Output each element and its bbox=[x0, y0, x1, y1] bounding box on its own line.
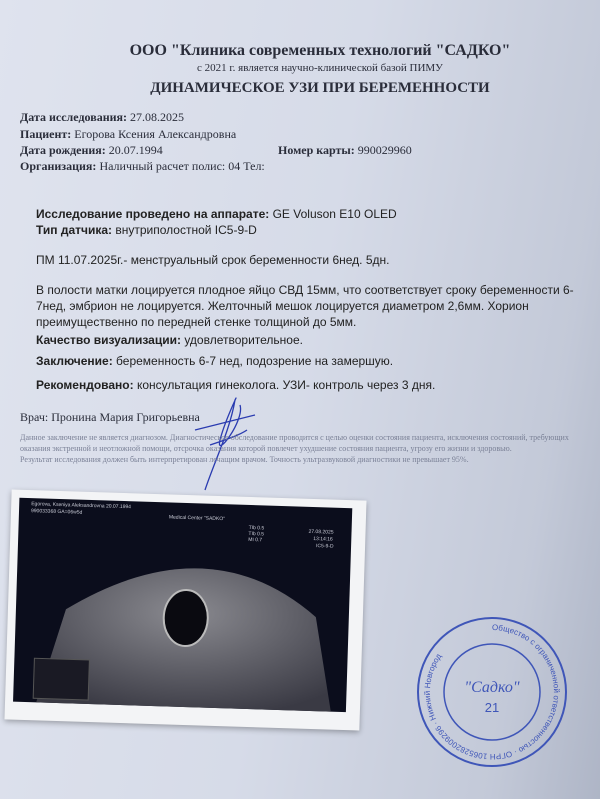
recommendation: Рекомендовано: консультация гинеколога. УЗИ- контроль через 3 дня. bbox=[36, 378, 436, 392]
ultrasound-printout bbox=[4, 489, 366, 730]
conclusion: Заключение: беременность 6-7 нед, подозрение на замершую. bbox=[36, 354, 394, 368]
patient-name: Пациент: Егорова Ксения Александровна bbox=[20, 127, 237, 141]
document-title: ДИНАМИЧЕСКОЕ УЗИ ПРИ БЕРЕМЕННОСТИ bbox=[150, 80, 490, 96]
device: Исследование проведено на аппарате: GE Voluson E10 OLED bbox=[36, 207, 397, 221]
lmp: ПМ 11.07.2025г.- менструальный срок беременности 6нед. 5дн. bbox=[36, 253, 390, 267]
card-number: Номер карты: 990029960 bbox=[278, 143, 412, 157]
svg-text:"Садко": "Садко" bbox=[464, 679, 520, 696]
birth-date: Дата рождения: 20.07.1994 bbox=[20, 143, 163, 157]
clinic-subtitle: с 2021 г. является научно-клинической базой ПИМУ bbox=[197, 62, 443, 74]
quality: Качество визуализации: удовлетворительное. bbox=[36, 333, 303, 347]
study-date: Дата исследования: 27.08.2025 bbox=[20, 110, 185, 124]
svg-text:Общество с ограниченной ответс: Общество с ограниченной ответственностью · ОГРН 1065282009296 · Нижний Новгород bbox=[422, 622, 561, 762]
disclaimer: Данное заключение не является диагнозом. Диагностическое обследование проводится с целью оценки состояния пациента, исключения состояний, требующих оказания экстренной и неотложной помощи, отсрочка оказания которой повлечет ухудшение состояния пациента, угрозу его жизни и здоровью. Результат исследования должен быть интерпретирован лечащим врачом. Точность ультразвуковой диагностики не превышает 95%. bbox=[20, 433, 569, 464]
clinic-name: ООО "Клиника современных технологий "САДКО" bbox=[129, 42, 511, 59]
organization: Организация: Наличный расчет полис: 04 Тел: bbox=[20, 159, 265, 173]
ultrasound-image: Egorova, Kseniya Aleksandrovna 20.07.1994 990033368 GA=06w5d Medical Center "SADKO" TIb 0.5 TIb 0.5 MI 0.7 27.08.2025 13:14:16 IC5-9-D bbox=[13, 498, 352, 712]
probe: Тип датчика: внутриполостной IC5-9-D bbox=[36, 223, 257, 237]
svg-text:21: 21 bbox=[484, 700, 500, 715]
findings: В полости матки лоцируется плодное яйцо СВД 15мм, что соответствует сроку беременности 6-7нед, эмбрион не лоцируется. Желточный мешок лоцируется диаметром 2,6мм. Хорион преимущественно по передней стенке толщиной до 5мм. bbox=[36, 283, 574, 329]
clinic-stamp bbox=[412, 612, 572, 772]
doctor: Врач: Пронина Мария Григорьевна bbox=[20, 410, 200, 424]
